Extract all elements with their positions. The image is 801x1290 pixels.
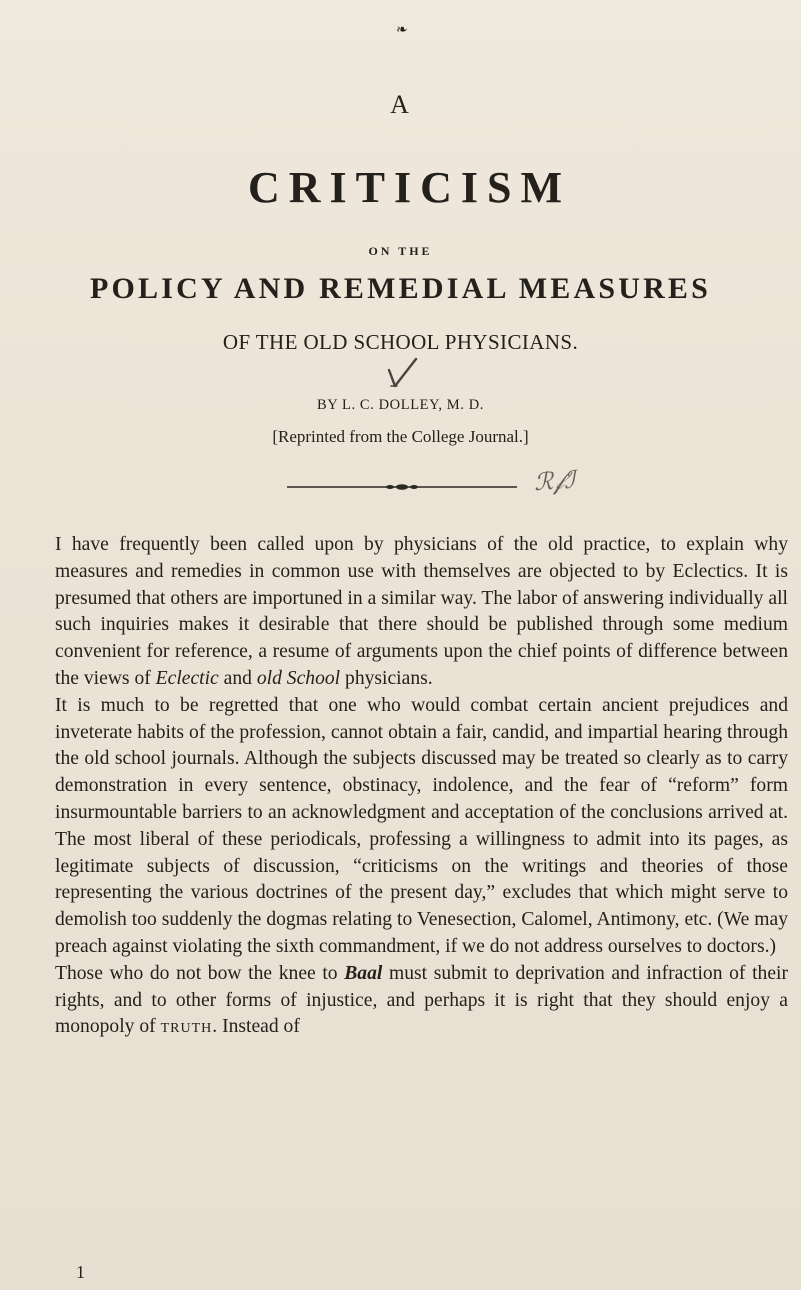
paragraph-2: It is much to be regretted that one who would combat certain ancient prejudices and inveterate habits of the profession, cannot obtain a fair, candid, and impartial hearing through the old school journals. Although the subjects discussed may be treated so clearly as to carry demonstration in every sentence, obstinacy, indolence, and the fear of “reform” form insurmountable barriers to an acknowledgment and acceptation of the conclusions arrived at. The most liberal of these periodicals, professing a willingness to admit into its pages, as legitimate subjects of discussion, “criticisms on the writings and theories of those representing the various doctrines of the present day,” excludes that which might serve to demolish too suddenly the dogmas relating to Venesection, Calomel, Antimony, etc. (We may preach against violating the sixth commandment, if we do not address ourselves to doctors.): [55, 694, 788, 957]
author-byline: BY L. C. DOLLEY, M. D.: [316, 397, 485, 413]
handwritten-catalog-mark: ℛ𝒻ℐ: [533, 467, 577, 497]
top-printer-mark: ❧: [396, 23, 408, 38]
article-body: [55, 532, 788, 1043]
page-title: CRITICISM: [247, 163, 572, 212]
title-connector: ON THE: [368, 244, 433, 258]
subtitle: POLICY AND REMEDIAL MEASURES: [89, 272, 712, 305]
reprint-note: [Reprinted from the College Journal.]: [272, 427, 529, 446]
paragraph-1: I have frequently been called upon by physicians of the old practice, to explain why measures and remedies in common use with themselves are objected to by Eclectics. It is presumed that others are importuned in a similar way. The labor of answering individually all such inquiries makes it desirable that there should be published through some medium convenient for reference, a resume of arguments upon the chief points of difference between the views of Eclectic and old School physicians.: [55, 534, 788, 689]
subtitle-line-2: OF THE OLD SCHOOL PHYSICIANS.: [222, 330, 579, 354]
ornamental-rule: [287, 484, 517, 490]
paragraph-3: Those who do not bow the knee to Baal must submit to deprivation and infraction of their rights, and to other forms of injustice, and perhaps it is right that they should enjoy a monopoly of TRUTH. Instead of: [55, 962, 788, 1038]
page-number: 1: [76, 1262, 85, 1282]
handwritten-check-mark: [385, 356, 419, 392]
title-article: A: [390, 90, 411, 119]
